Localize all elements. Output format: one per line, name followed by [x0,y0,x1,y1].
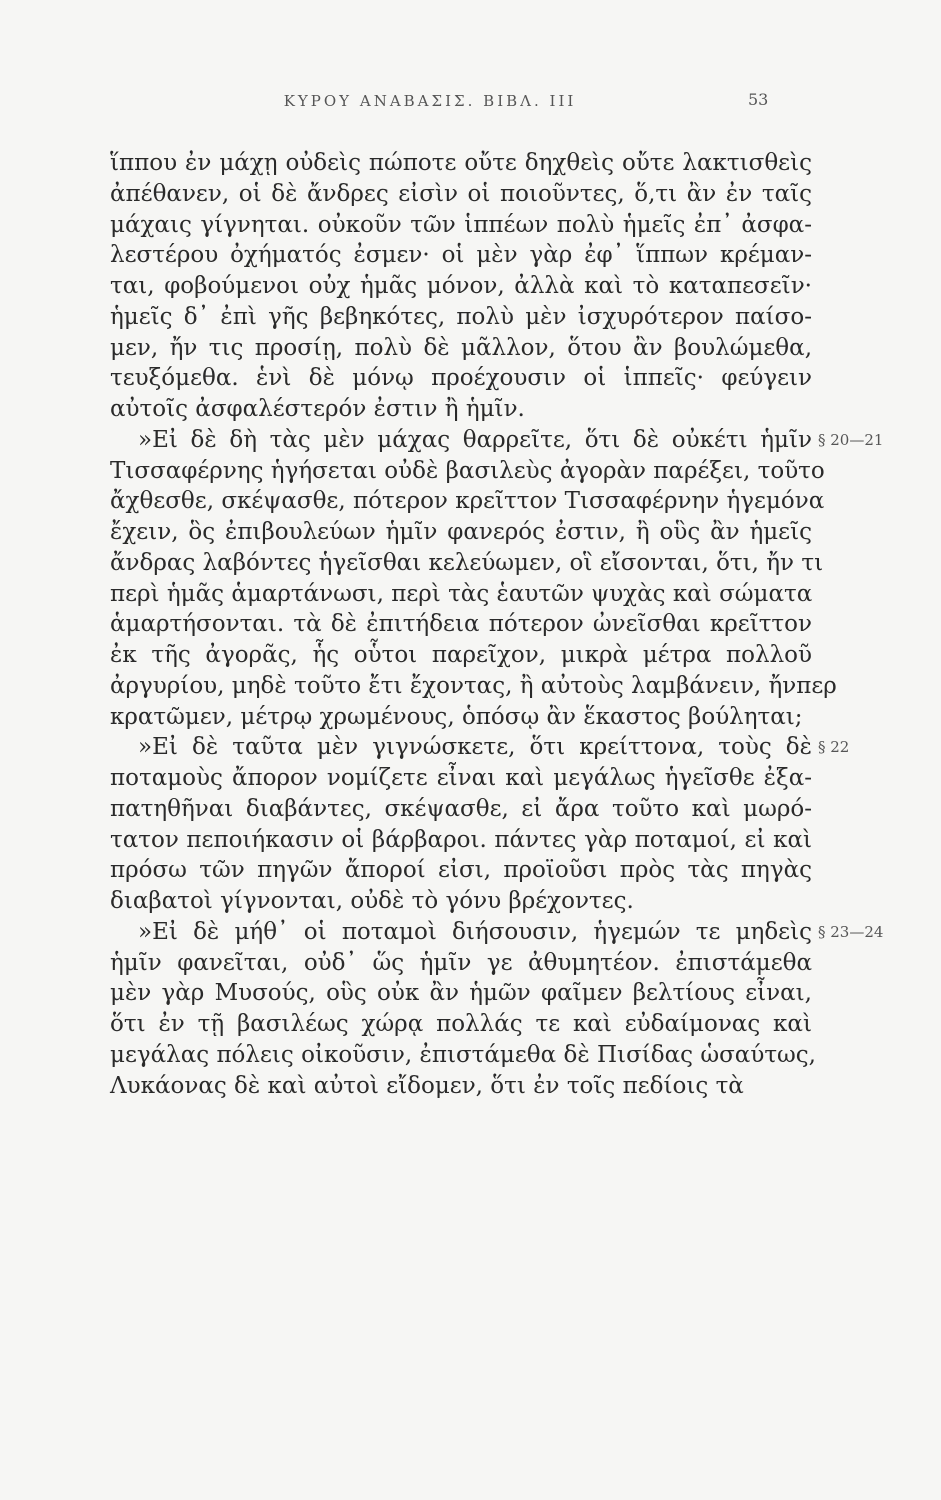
text-line: »Εἰ δὲ δὴ τὰς μὲν μάχας θαρρεῖτε, ὅτι δὲ οὐκέτι ἡμῖν [138,426,812,453]
text-line: μὲν γὰρ Μυσούς, οὓς οὐκ ἂν ἡμῶν φαῖμεν βελτίους εἶναι, [110,980,812,1007]
text-line: ἀργυρίου, μηδὲ τοῦτο ἔτι ἔχοντας, ἢ αὐτοὺς λαμβάνειν, ἤνπερ [110,672,837,699]
text-line: ἵππου ἐν μάχῃ οὐδεὶς πώποτε οὔτε δηχθεὶς οὔτε λακτισθεὶς [110,150,812,176]
text-line: περὶ ἡμᾶς ἁμαρτάνωσι, περὶ τὰς ἑαυτῶν ψυχὰς καὶ σώματα [110,580,813,607]
text-line: ἐκ τῆς ἀγορᾶς, ἧς οὗτοι παρεῖχον, μικρὰ μέτρα πολλοῦ [110,642,812,668]
text-line: Λυκάονας δὲ καὶ αὐτοὶ εἴδομεν, ὅτι ἐν τοῖς πεδίοις τὰ [110,1072,744,1099]
running-head: ΚΥΡΟΥ ΑΝΑΒΑΣΙΣ. ΒΙΒΛ. III [283,92,577,110]
text-line: τευξόμεθα. ἑνὶ δὲ μόνῳ προέχουσιν οἱ ἱππεῖς· φεύγειν [110,365,812,392]
section-margin-ref: § 22 [818,738,850,757]
text-line: λεστέρου ὀχήματός ἐσμεν· οἱ μὲν γὰρ ἐφ᾿ ἵππων κρέμαν- [110,242,812,269]
section-margin-ref: § 20—21 [818,430,884,449]
text-line: ποταμοὺς ἄπορον νομίζετε εἶναι καὶ μεγάλως ἡγεῖσθε ἐξα- [110,765,812,791]
text-line: ἁμαρτήσονται. τὰ δὲ ἐπιτήδεια πότερον ὠνεῖσθαι κρεῖττον [110,611,812,638]
text-line: μεγάλας πόλεις οἰκοῦσιν, ἐπιστάμεθα δὲ Πισίδας ὡσαύτως, [110,1041,816,1068]
text-line: ται, φοβούμενοι οὐχ ἡμᾶς μόνον, ἀλλὰ καὶ τὸ καταπεσεῖν· [110,273,812,299]
text-line: κρατῶμεν, μέτρῳ χρωμένους, ὁπόσῳ ἂν ἕκαστος βούληται; [110,703,803,730]
text-line: ἄνδρας λαβόντες ἡγεῖσθαι κελεύωμεν, οἳ εἴσονται, ὅτι, ἤν τι [110,549,824,576]
text-line: ἄχθεσθε, σκέψασθε, πότερον κρεῖττον Τισσαφέρνην ἡγεμόνα [110,488,825,515]
page-number: 53 [748,90,769,109]
text-line: πατηθῆναι διαβάντες, σκέψασθε, εἰ ἄρα τοῦτο καὶ μωρό- [110,795,812,822]
text-line: μάχαις γίγνηται. οὐκοῦν τῶν ἱππέων πολὺ ἡμεῖς ἐπ᾿ ἀσφα- [110,211,812,238]
text-line: ἔχειν, ὃς ἐπιβουλεύων ἡμῖν φανερός ἐστιν, ἢ οὓς ἂν ἡμεῖς [110,519,812,545]
text-line: πρόσω τῶν πηγῶν ἄποροί εἰσι, προϊοῦσι πρὸς τὰς πηγὰς [110,857,812,884]
text-line: ἡμῖν φανεῖται, οὐδ᾿ ὥς ἡμῖν γε ἀθυμητέον. ἐπιστάμεθα [110,949,812,976]
text-line: ἀπέθανεν, οἱ δὲ ἄνδρες εἰσὶν οἱ ποιοῦντες, ὅ,τι ἂν ἐν ταῖς [110,180,812,207]
text-line: διαβατοὶ γίγνονται, οὐδὲ τὸ γόνυ βρέχοντες. [110,888,634,914]
text-line: ὅτι ἐν τῇ βασιλέως χώρᾳ πολλάς τε καὶ εὐδαίμονας καὶ [110,1011,812,1037]
text-line: μεν, ἤν τις προσίῃ, πολὺ δὲ μᾶλλον, ὅτου ἂν βουλώμεθα, [110,334,812,361]
text-line: »Εἰ δὲ μήθ᾿ οἱ ποταμοὶ διήσουσιν, ἡγεμών τε μηδεὶς [138,918,812,945]
text-line: Τισσαφέρνης ἡγήσεται οὐδὲ βασιλεὺς ἀγορὰν παρέξει, τοῦτο [110,457,825,484]
text-line: ἡμεῖς δ᾿ ἐπὶ γῆς βεβηκότες, πολὺ μὲν ἰσχυρότερον παίσο- [110,303,812,330]
section-margin-ref: § 23—24 [818,922,884,941]
text-line: »Εἰ δὲ ταῦτα μὲν γιγνώσκετε, ὅτι κρείττονα, τοὺς δὲ [138,734,812,761]
text-line: αὐτοῖς ἀσφαλέστερόν ἐστιν ἢ ἡμῖν. [110,396,525,422]
text-line: τατον πεποιήκασιν οἱ βάρβαροι. πάντες γὰρ ποταμοί, εἰ καὶ [110,826,812,853]
